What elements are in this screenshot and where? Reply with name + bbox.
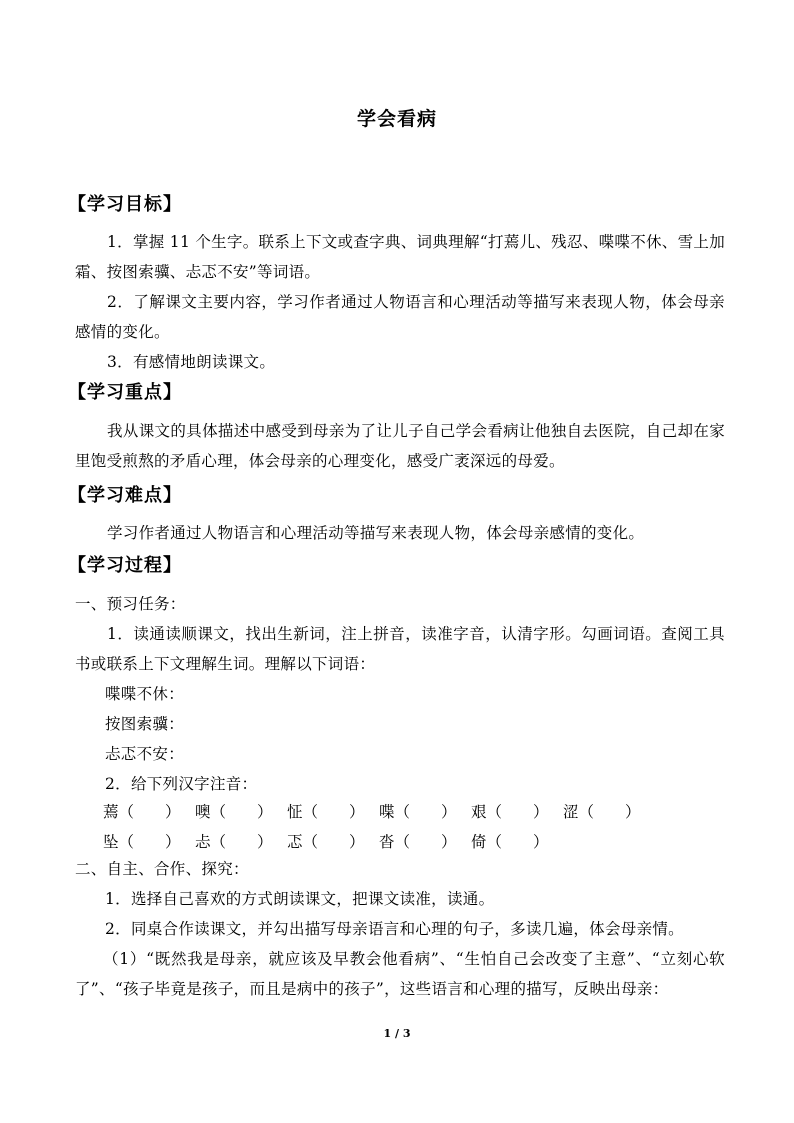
part1-title: 一、预习任务： bbox=[75, 595, 186, 613]
char-pinyin-item: 怔（ ） bbox=[287, 803, 365, 821]
difficulties-heading: 【学习难点】 bbox=[68, 485, 182, 506]
step1-text: 1．选择自己喜欢的方式朗读课文，把课文读准，读通。 bbox=[105, 890, 495, 908]
page-number: 1 / 3 bbox=[383, 1027, 411, 1040]
page-title: 学会看病 bbox=[356, 108, 437, 130]
word-item: 按图索骥： bbox=[105, 715, 185, 733]
char-pinyin-item: 喋（ ） bbox=[379, 803, 457, 821]
char-pinyin-item: 沓（ ） bbox=[379, 833, 457, 851]
task2-text: 2．给下列汉字注音： bbox=[105, 775, 258, 793]
char-pinyin-item: 噢（ ） bbox=[195, 803, 273, 821]
task1-text: 1．读通读顺课文，找出生新词，注上拼音，读准字音，认清字形。勾画词语。查阅工具书或联系上下文理解生词。理解以下词语： bbox=[75, 625, 725, 673]
process-heading: 【学习过程】 bbox=[68, 555, 182, 576]
char-row-1 bbox=[103, 800, 655, 822]
char-pinyin-item: 倚（ ） bbox=[471, 833, 549, 851]
char-row-2 bbox=[103, 830, 563, 852]
char-pinyin-item: 忑（ ） bbox=[287, 833, 365, 851]
goal-item-3: 3．有感情地朗读课文。 bbox=[107, 353, 276, 371]
char-pinyin-item: 忐（ ） bbox=[195, 833, 273, 851]
goals-heading: 【学习目标】 bbox=[68, 194, 182, 215]
word-item: 喋喋不休： bbox=[105, 685, 185, 703]
goal-item-2: 2．了解课文主要内容，学习作者通过人物语言和心理活动等描写来表现人物，体会母亲感情的变化。 bbox=[75, 293, 725, 341]
char-pinyin-item: 蔫（ ） bbox=[103, 803, 181, 821]
part2-title: 二、自主、合作、探究： bbox=[75, 860, 249, 878]
char-pinyin-item: 涩（ ） bbox=[563, 803, 641, 821]
key-points-heading: 【学习重点】 bbox=[68, 382, 182, 403]
step2-sub1-text: （1）“既然我是母亲，就应该及早教会他看病”、“生怕自己会改变了主意”、“立刻心软了”、“孩子毕竟是孩子，而且是病中的孩子”，这些语言和心理的描写，反映出母亲： bbox=[75, 950, 725, 998]
difficulties-text: 学习作者通过人物语言和心理活动等描写来表现人物，体会母亲感情的变化。 bbox=[107, 524, 645, 542]
word-item: 忐忑不安： bbox=[105, 745, 185, 763]
char-pinyin-item: 艰（ ） bbox=[471, 803, 549, 821]
step2-text: 2．同桌合作读课文，并勾出描写母亲语言和心理的句子，多读几遍，体会母亲情。 bbox=[105, 920, 684, 938]
goal-item-1: 1．掌握 11 个生字。联系上下文或查字典、词典理解“打蔫儿、残忍、喋喋不休、雪上加霜、按图索骥、忐忑不安”等词语。 bbox=[75, 233, 725, 281]
char-pinyin-item: 坠（ ） bbox=[103, 833, 181, 851]
key-points-text: 我从课文的具体描述中感受到母亲为了让儿子自己学会看病让他独自去医院，自己却在家里饱受煎熬的矛盾心理，体会母亲的心理变化，感受广袤深远的母爱。 bbox=[75, 422, 725, 470]
